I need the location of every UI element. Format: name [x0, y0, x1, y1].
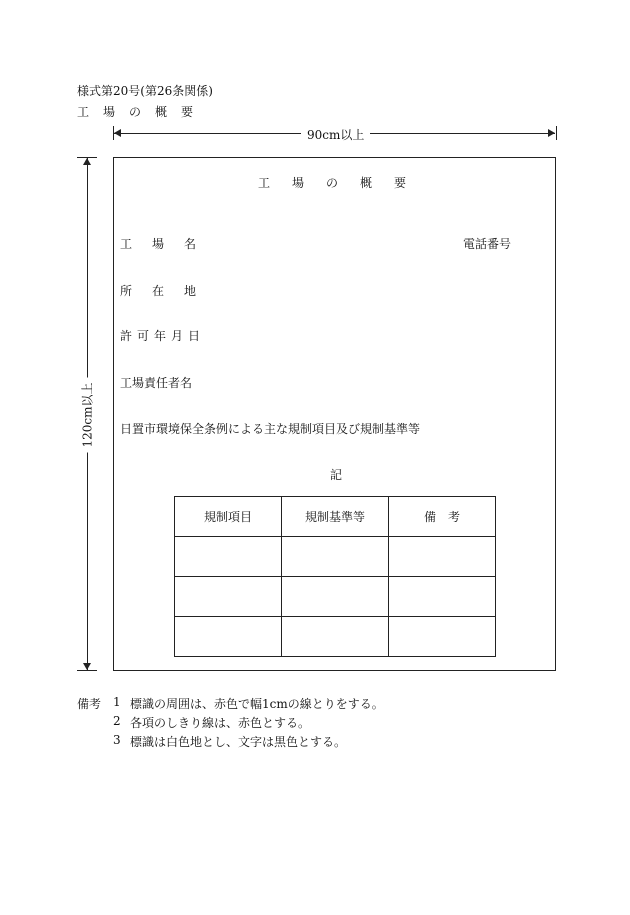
note-text: 標識は白色地とし、文字は黒色とする。	[130, 735, 347, 749]
phone-number-label: 電話番号	[463, 237, 512, 251]
table-row	[175, 537, 496, 577]
document-title: 工場の概要	[77, 105, 208, 119]
ki-label: 記	[330, 468, 343, 482]
permit-date-label: 許可年月日	[120, 329, 206, 343]
table-cell	[175, 617, 282, 657]
height-dimension-bottom-tick	[77, 670, 97, 671]
factory-name-label: 工場名	[120, 237, 217, 251]
sign-title: 工場の概要	[258, 176, 429, 190]
width-dimension-label: 90cm以上	[301, 126, 370, 143]
table-cell	[282, 537, 389, 577]
table-cell	[282, 577, 389, 617]
form-number: 様式第20号(第26条関係)	[77, 84, 213, 98]
table-cell	[389, 537, 496, 577]
header-remarks: 備 考	[389, 497, 496, 537]
note-number: 2	[113, 714, 121, 728]
regulation-table	[174, 496, 496, 657]
width-dimension-right-tick	[556, 126, 557, 140]
note-text: 標識の周囲は、赤色で幅1cmの線とりをする。	[130, 697, 384, 711]
table-cell	[389, 577, 496, 617]
header-regulation-standard: 規制基準等	[282, 497, 389, 537]
responsible-person-label: 工場責任者名	[120, 376, 193, 390]
table-cell	[389, 617, 496, 657]
note-number: 3	[113, 733, 121, 747]
table-row	[175, 617, 496, 657]
arrow-left-icon	[114, 129, 121, 137]
arrow-up-icon	[83, 158, 91, 165]
notes-label: 備考	[77, 697, 102, 711]
height-dimension-label: 120cm以上	[79, 377, 96, 452]
table-row	[175, 577, 496, 617]
note-text: 各項のしきり線は、赤色とする。	[130, 716, 311, 730]
note-number: 1	[113, 695, 121, 709]
regulations-label: 日置市環境保全条例による主な規制項目及び規制基準等	[120, 422, 421, 436]
table-cell	[175, 577, 282, 617]
table-header-row	[175, 497, 496, 537]
arrow-down-icon	[83, 663, 91, 670]
header-regulation-item: 規制項目	[175, 497, 282, 537]
table-cell	[282, 617, 389, 657]
location-label: 所在地	[120, 284, 217, 298]
table-cell	[175, 537, 282, 577]
arrow-right-icon	[548, 129, 555, 137]
